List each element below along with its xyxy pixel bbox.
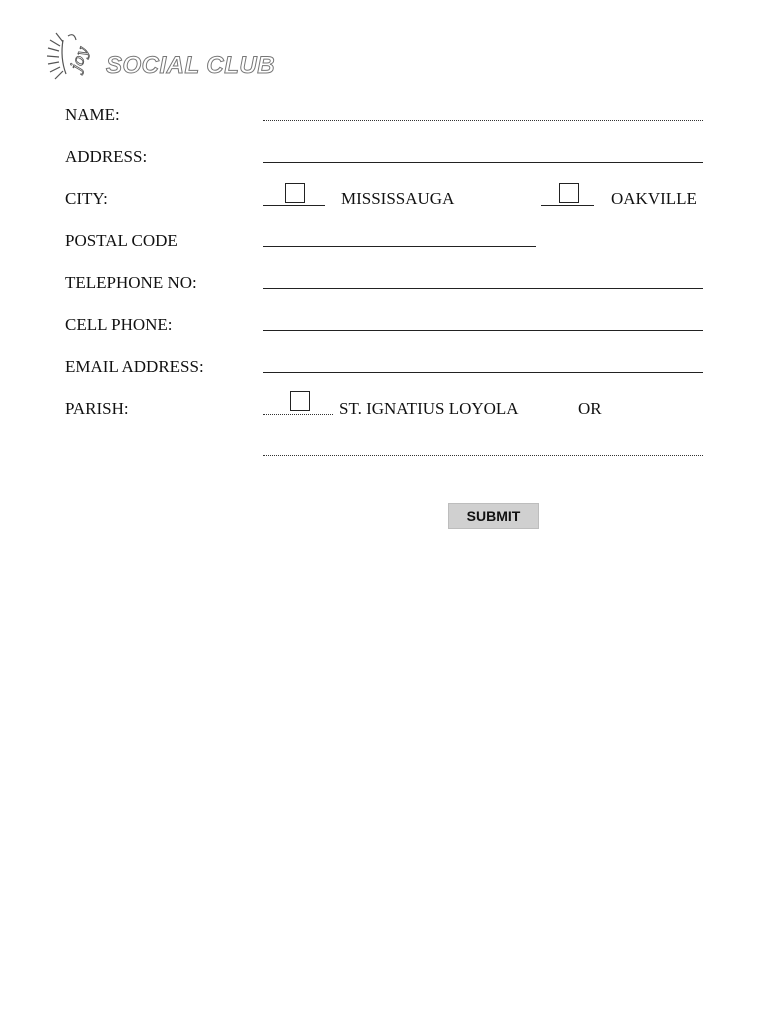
submit-button[interactable]: SUBMIT bbox=[448, 503, 539, 529]
address-label: ADDRESS: bbox=[65, 147, 148, 166]
parish-underline bbox=[263, 414, 333, 415]
name-field[interactable] bbox=[263, 120, 703, 121]
email-label: EMAIL ADDRESS: bbox=[65, 357, 204, 376]
oakville-option-label: OAKVILLE bbox=[611, 189, 697, 208]
oakville-underline bbox=[541, 205, 594, 206]
mississauga-checkbox[interactable] bbox=[285, 183, 305, 203]
mississauga-underline bbox=[263, 205, 325, 206]
city-label: CITY: bbox=[65, 189, 108, 208]
telephone-field[interactable] bbox=[263, 288, 703, 289]
email-field[interactable] bbox=[263, 372, 703, 373]
other-parish-field[interactable] bbox=[263, 455, 703, 456]
name-label: NAME: bbox=[65, 105, 120, 124]
parish-label: PARISH: bbox=[65, 399, 129, 418]
postal-code-label: POSTAL CODE bbox=[65, 231, 178, 250]
joy-logo-icon bbox=[46, 30, 106, 86]
club-title: SOCIAL CLUB bbox=[106, 52, 276, 79]
oakville-checkbox[interactable] bbox=[559, 183, 579, 203]
logo-text: joy bbox=[66, 44, 93, 73]
telephone-label: TELEPHONE NO: bbox=[65, 273, 197, 292]
parish-checkbox[interactable] bbox=[290, 391, 310, 411]
cell-phone-field[interactable] bbox=[263, 330, 703, 331]
postal-code-field[interactable] bbox=[263, 246, 536, 247]
mississauga-option-label: MISSISSAUGA bbox=[341, 189, 455, 208]
parish-option-label: ST. IGNATIUS LOYOLA bbox=[339, 399, 519, 418]
cell-phone-label: CELL PHONE: bbox=[65, 315, 173, 334]
address-field[interactable] bbox=[263, 162, 703, 163]
parish-or-label: OR bbox=[578, 399, 602, 418]
